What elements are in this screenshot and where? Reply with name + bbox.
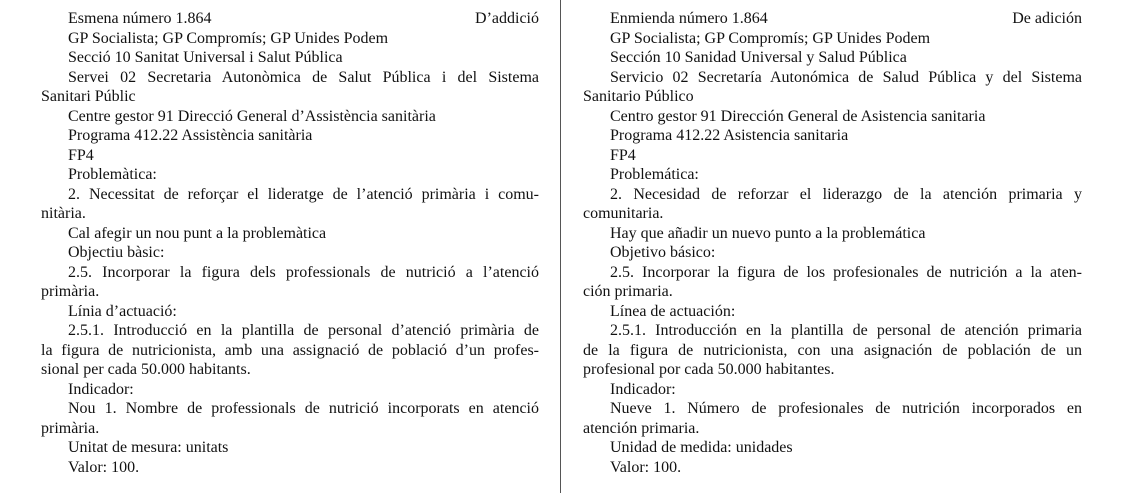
program-line: Programa 412.22 Assistència sanitària [68, 127, 313, 144]
action-text-3: profesional por cada 50.000 habitantes. [583, 361, 835, 378]
action-text-2: de la figura de nutricionista, con una asignación de población de un [583, 341, 1082, 359]
section-line: Secció 10 Sanitat Universal i Salut Pública [68, 49, 343, 66]
problem-label: Problemàtica: [68, 166, 157, 183]
indicator-label: Indicador: [68, 380, 134, 398]
fp-code: FP4 [610, 146, 636, 164]
unit-of-measure: Unidad de medida: unidades [610, 439, 793, 456]
action-label: Línea de actuación: [610, 302, 736, 320]
objective-label: Objectiu bàsic: [68, 244, 165, 261]
action-label: Línia d’actuació: [68, 302, 177, 320]
objective-text-2: primària. [41, 283, 100, 300]
fp-code: FP4 [68, 146, 94, 164]
add-note: Cal afegir un nou punt a la problemàtica [68, 224, 327, 242]
indicator-text-1: Nou 1. Nombre de professionals de nutrició incorporats en atenció [68, 400, 539, 417]
amendment-number: Esmena número 1.864 [68, 10, 212, 27]
unit-of-measure: Unitat de mesura: unitats [68, 439, 229, 456]
objective-text-1: 2.5. Incorporar la figura dels professionals de nutrició a l’atenció [68, 263, 539, 281]
amendment-type: D’addició [475, 10, 539, 27]
amendment-header [583, 9, 1082, 29]
catalan-column [41, 9, 539, 477]
amendment-type: De adición [1012, 10, 1082, 27]
parliamentary-groups: GP Socialista; GP Compromís; GP Unides Podem [610, 29, 931, 47]
management-center: Centre gestor 91 Direcció General d’Assistència sanitària [68, 107, 436, 125]
value-line: Valor: 100. [610, 458, 682, 476]
program-line: Programa 412.22 Asistencia sanitaria [610, 127, 849, 144]
service-line-2: Sanitario Público [583, 88, 694, 105]
problem-text-1: 2. Necessitat de reforçar el lideratge de l’atenció primària i comu- [68, 185, 539, 203]
objective-label: Objetivo básico: [610, 244, 716, 261]
service-line-2: Sanitari Públic [41, 88, 136, 105]
objective-text-2: ción primaria. [583, 283, 673, 300]
add-note: Hay que añadir un nuevo punto a la problemática [610, 224, 926, 242]
service-line-1: Servei 02 Secretaria Autonòmica de Salut Pública i del Sistema [68, 68, 539, 86]
action-text-3: sional per cada 50.000 habitants. [41, 361, 251, 378]
section-line: Sección 10 Sanidad Universal y Salud Pública [610, 49, 907, 66]
problem-text-2: comunitaria. [583, 205, 664, 222]
indicator-text-2: atención primaria. [583, 419, 700, 437]
indicator-label: Indicador: [610, 380, 676, 398]
problem-text-1: 2. Necesidad de reforzar el liderazgo de la atención primaria y [610, 185, 1082, 203]
indicator-text-1: Nueve 1. Número de profesionales de nutrición incorporados en [610, 400, 1082, 417]
amendment-header [41, 9, 539, 29]
amendment-number: Enmienda número 1.864 [610, 10, 768, 27]
action-text-2: la figura de nutricionista, amb una assignació de població d’un profes- [41, 341, 539, 359]
service-line-1: Servicio 02 Secretaría Autonómica de Salud Pública y del Sistema [610, 68, 1082, 86]
objective-text-1: 2.5. Incorporar la figura de los profesionales de nutrición a la aten- [610, 263, 1082, 281]
action-text-1: 2.5.1. Introducció en la plantilla de personal d’atenció primària de [68, 322, 539, 339]
spanish-column [583, 9, 1082, 477]
indicator-text-2: primària. [41, 419, 100, 437]
value-line: Valor: 100. [68, 458, 140, 476]
column-divider [560, 0, 561, 493]
parliamentary-groups: GP Socialista; GP Compromís; GP Unides Podem [68, 29, 389, 47]
action-text-1: 2.5.1. Introducción en la plantilla de personal de atención primaria [610, 322, 1082, 339]
problem-label: Problemática: [610, 166, 699, 183]
management-center: Centro gestor 91 Dirección General de Asistencia sanitaria [610, 107, 986, 125]
problem-text-2: nitària. [41, 205, 86, 222]
